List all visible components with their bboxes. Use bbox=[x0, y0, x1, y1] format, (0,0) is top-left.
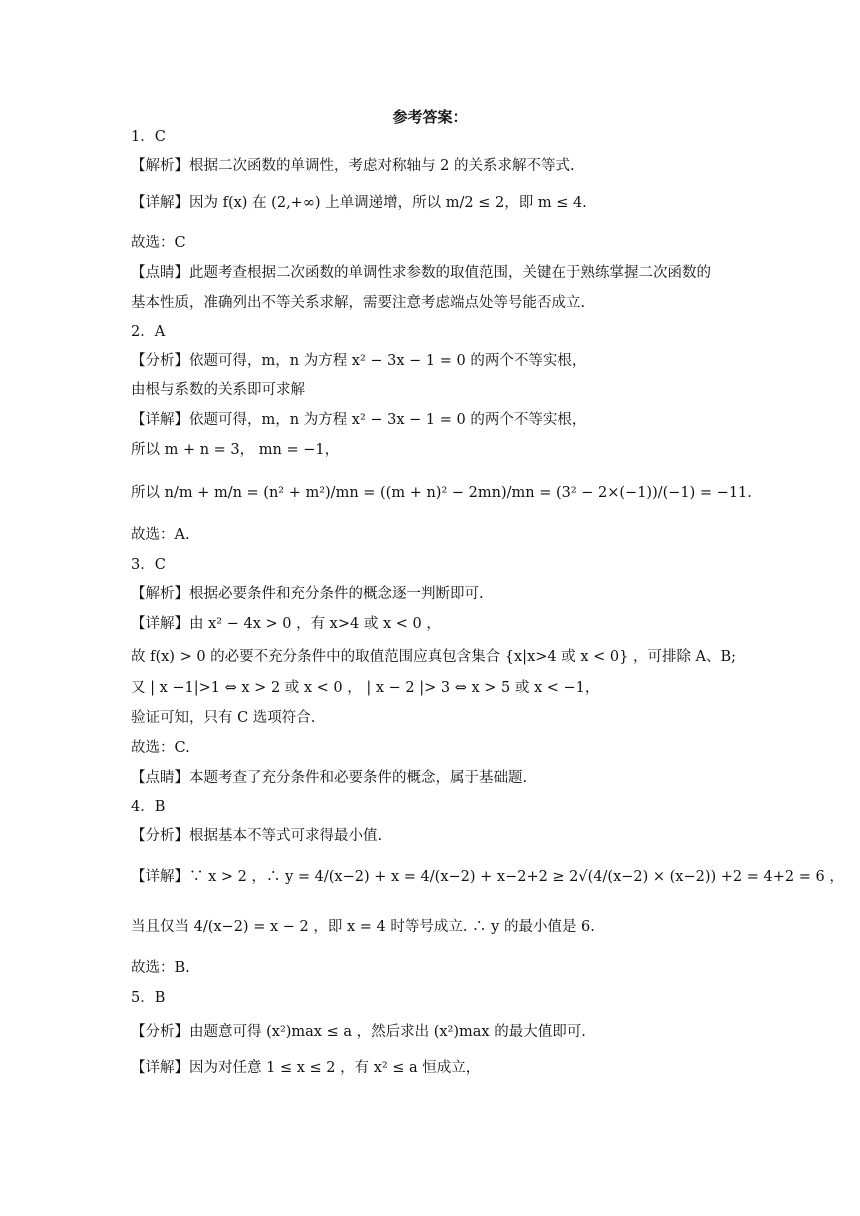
q1-number: 1．C bbox=[131, 129, 166, 145]
q3-xiangjie-2: 故 f(x) > 0 的必要不充分条件中的取值范围应真包含集合 {x|x>4 或 x < 0} ，可排除 A、B; bbox=[131, 649, 737, 665]
q4-number: 4．B bbox=[131, 799, 166, 815]
q3-dianjing: 【点睛】本题考查了充分条件和必要条件的概念，属于基础题. bbox=[131, 770, 528, 786]
q3-jiexi: 【解析】根据必要条件和充分条件的概念逐一判断即可. bbox=[131, 586, 484, 602]
q2-xiangjie-2: 所以 m + n = 3， mn = −1， bbox=[131, 442, 340, 458]
q3-number: 3．C bbox=[131, 557, 166, 573]
q1-dianjing-2: 基本性质，准确列出不等关系求解，需要注意考虑端点处等号能否成立. bbox=[131, 295, 586, 311]
q2-number: 2．A bbox=[131, 324, 166, 340]
q2-fenxi-1: 【分析】依题可得，m，n 为方程 x² − 3x − 1 = 0 的两个不等实根， bbox=[131, 353, 587, 369]
q5-fenxi: 【分析】由题意可得 (x²)max ≤ a ，然后求出 (x²)max 的最大值即可. bbox=[131, 1024, 586, 1040]
q3-answer: 故选：C. bbox=[131, 740, 190, 756]
q3-xiangjie-4: 验证可知，只有 C 选项符合. bbox=[131, 710, 316, 726]
page-title: 参考答案： bbox=[392, 108, 468, 126]
q2-xiangjie-3: 所以 n/m + m/n = (n² + m²)/mn = ((m + n)² − 2mn)/mn = (3² − 2×(−1))/(−1) = −11. bbox=[131, 485, 752, 501]
q1-jiexi: 【解析】根据二次函数的单调性，考虑对称轴与 2 的关系求解不等式. bbox=[131, 158, 575, 174]
q1-dianjing-1: 【点睛】此题考查根据二次函数的单调性求参数的取值范围，关键在于熟练掌握二次函数的 bbox=[131, 265, 711, 281]
q2-answer: 故选：A. bbox=[131, 527, 190, 543]
q4-answer: 故选：B. bbox=[131, 960, 190, 976]
q3-xiangjie-3: 又 | x −1|>1 ⇔ x > 2 或 x < 0 ， | x − 2 |> 3 ⇔ x > 5 或 x < −1， bbox=[131, 680, 600, 696]
q2-xiangjie-1: 【详解】依题可得，m，n 为方程 x² − 3x − 1 = 0 的两个不等实根， bbox=[131, 412, 587, 428]
q5-xiangjie: 【详解】因为对任意 1 ≤ x ≤ 2 ，有 x² ≤ a 恒成立， bbox=[131, 1060, 481, 1076]
q3-xiangjie-1: 【详解】由 x² − 4x > 0 ，有 x>4 或 x < 0 ， bbox=[131, 616, 441, 632]
q4-xiangjie-2: 当且仅当 4/(x−2) = x − 2 ，即 x = 4 时等号成立. ∴ y 的最小值是 6. bbox=[131, 919, 595, 935]
q1-xiangjie: 【详解】因为 f(x) 在 (2,+∞) 上单调递增，所以 m/2 ≤ 2，即 m ≤ 4. bbox=[131, 195, 587, 211]
q4-xiangjie-1: 【详解】∵ x > 2 ，∴ y = 4/(x−2) + x = 4/(x−2) + x−2+2 ≥ 2√(4/(x−2) × (x−2)) +2 = 4+2 = 6 ， bbox=[131, 869, 844, 885]
q2-fenxi-2: 由根与系数的关系即可求解 bbox=[131, 382, 305, 398]
q1-answer: 故选：C bbox=[131, 235, 186, 251]
q4-fenxi: 【分析】根据基本不等式可求得最小值. bbox=[131, 828, 383, 844]
q5-number: 5．B bbox=[131, 990, 166, 1006]
